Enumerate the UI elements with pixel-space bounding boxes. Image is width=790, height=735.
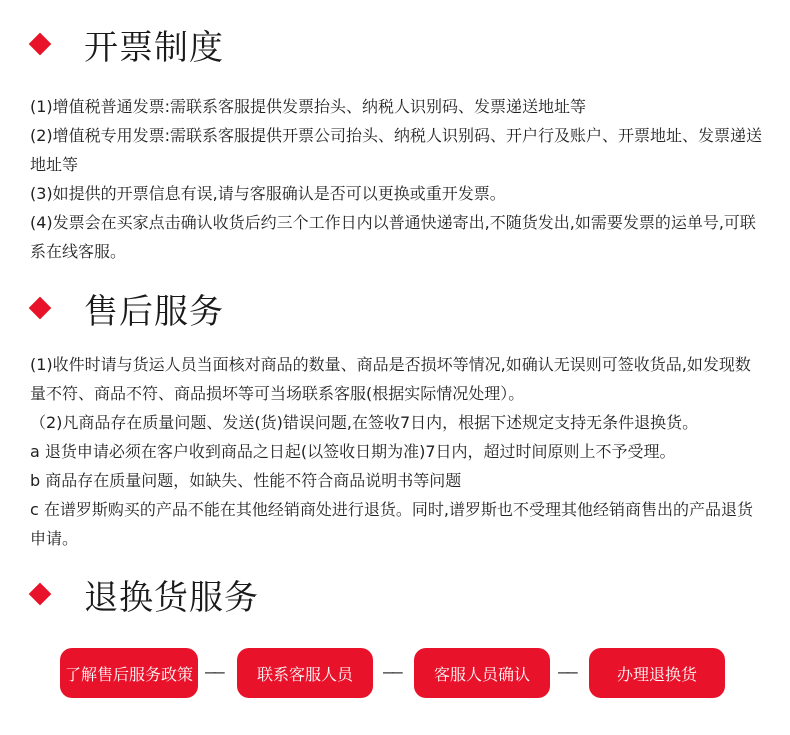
invoice-section-title	[28, 20, 224, 68]
after-sales-item-3: a 退货申请必须在客户收到商品之日起(以签收日期为准)7日内，超过时间原则上不予受理。	[30, 442, 676, 461]
after-sales-section-title	[28, 284, 224, 332]
after-sales-item-2: （2)凡商品存在质量问题、发送(货)错误问题,在签收7日内，根据下述规定支持无条件退换货。	[30, 413, 699, 432]
invoice-title: 开票制度	[84, 27, 224, 68]
diamond-bullet-icon	[29, 297, 52, 320]
invoice-item-2: (2)增值税专用发票:需联系客服提供开票公司抬头、纳税人识别码、开户行及账户、开票地址、发票递送地址等	[30, 126, 763, 174]
flow-separator: ——	[558, 662, 576, 683]
flow-separator: ——	[205, 662, 223, 683]
after-sales-paragraphs	[30, 350, 765, 553]
step-learn-policy: 了解售后服务政策	[60, 648, 198, 698]
invoice-item-3: (3)如提供的开票信息有误,请与客服确认是否可以更换或重开发票。	[30, 184, 506, 203]
returns-title: 退换货服务	[84, 577, 259, 618]
returns-section-title	[28, 570, 259, 618]
diamond-bullet-icon	[29, 583, 52, 606]
after-sales-item-5: c 在谱罗斯购买的产品不能在其他经销商处进行退货。同时,谱罗斯也不受理其他经销商售出的产品退货申请。	[30, 500, 753, 548]
step-service-confirm: 客服人员确认	[414, 648, 550, 698]
after-sales-item-1: (1)收件时请与货运人员当面核对商品的数量、商品是否损坏等情况,如确认无误则可签收货品,如发现数量不符、商品不符、商品损坏等可当场联系客服(根据实际情况处理）。	[30, 355, 751, 403]
after-sales-item-4: b 商品存在质量问题，如缺失、性能不符合商品说明书等问题	[30, 471, 462, 490]
invoice-item-1: (1)增值税普通发票:需联系客服提供发票抬头、纳税人识别码、发票递送地址等	[30, 97, 587, 116]
step-contact-service: 联系客服人员	[237, 648, 373, 698]
returns-flow	[0, 648, 790, 700]
invoice-paragraphs	[30, 92, 765, 266]
step-process-return: 办理退换货	[589, 648, 725, 698]
after-sales-title: 售后服务	[84, 291, 224, 332]
diamond-bullet-icon	[29, 33, 52, 56]
invoice-item-4: (4)发票会在买家点击确认收货后约三个工作日内以普通快递寄出,不随货发出,如需要发票的运单号,可联系在线客服。	[30, 213, 756, 261]
flow-separator: ——	[383, 662, 401, 683]
